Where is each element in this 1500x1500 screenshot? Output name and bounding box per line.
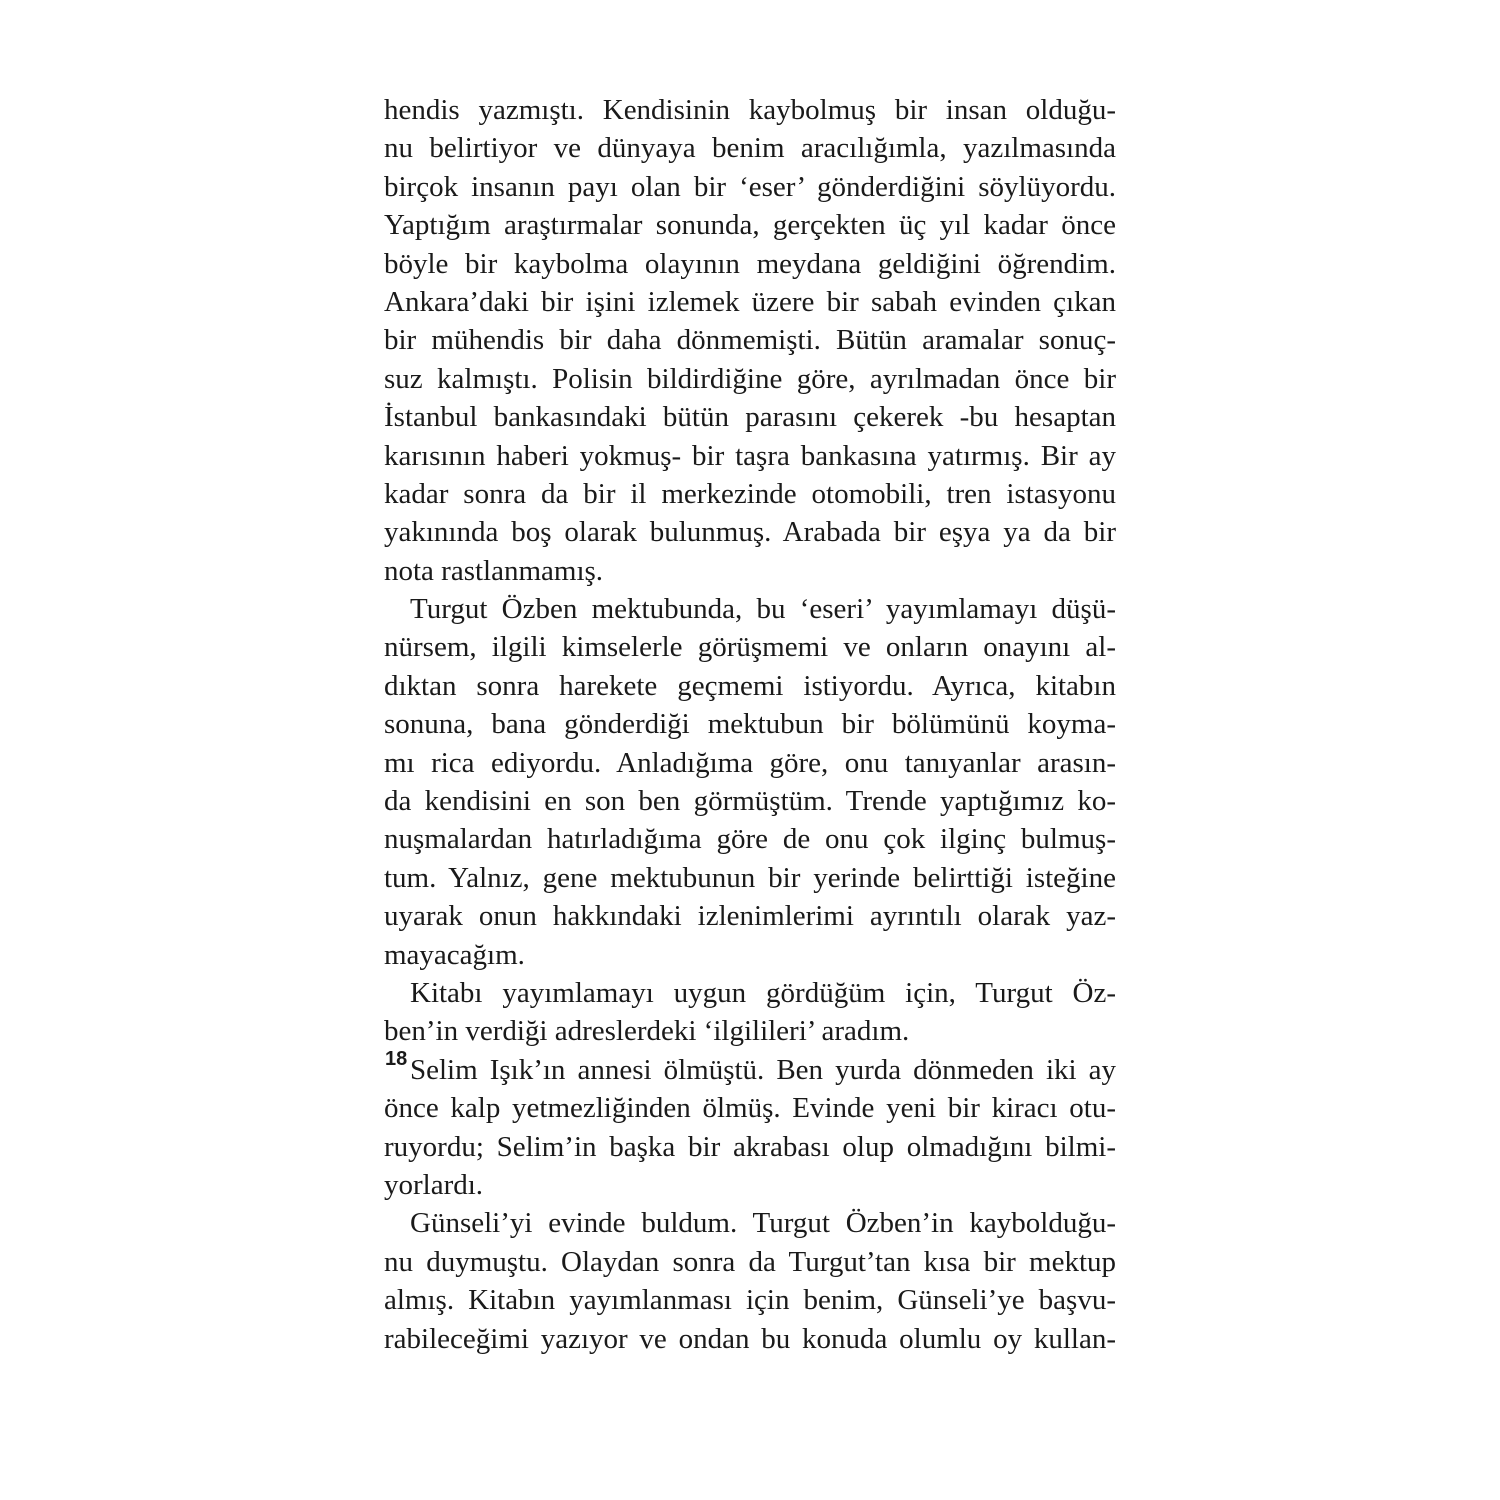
text-line: nota rastlanmamış. [384, 554, 604, 587]
page-number: 18 [385, 1048, 408, 1070]
text-line: rabileceğimi yazıyor ve ondan bu konuda olumlu oy kullan- [384, 1322, 1116, 1355]
text-line: hendis yazmıştı. Kendisinin kaybolmuş bir insan olduğu- [384, 94, 1116, 126]
text-line: mı rica ediyordu. Anladığıma göre, onu tanıyanlar arasın- [384, 746, 1116, 779]
text-line: almış. Kitabın yayımlanması için benim, Günseli’ye başvu- [384, 1284, 1116, 1317]
text-line: ben’in verdiği adreslerdeki ‘ilgilileri’ aradım. [384, 1015, 910, 1048]
text-line: nürsem, ilgili kimselerle görüşmemi ve onların onayını al- [384, 631, 1116, 664]
text-line: İstanbul bankasındaki bütün parasını çekerek -bu hesaptan [384, 401, 1116, 434]
text-line: önce kalp yetmezliğinden ölmüş. Evinde yeni bir kiracı otu- [384, 1092, 1116, 1125]
text-line: da kendisini en son ben görmüştüm. Trende yaptığımız ko- [384, 785, 1116, 818]
text-line: suz kalmıştı. Polisin bildirdiğine göre, ayrılmadan önce bir [384, 362, 1116, 395]
text-line: mayacağım. [384, 938, 525, 971]
text-line: yakınında boş olarak bulunmuş. Arabada bir eşya ya da bir [384, 516, 1116, 549]
text-line: nuşmalardan hatırladığıma göre de onu çok ilginç bulmuş- [384, 823, 1116, 856]
text-line: tum. Yalnız, gene mektubunun bir yerinde belirttiği isteğine [384, 861, 1116, 894]
text-line: birçok insanın payı olan bir ‘eser’ gönderdiğini söylüyordu. [384, 170, 1116, 203]
text-line: uyarak onun hakkındaki izlenimlerimi ayrıntılı olarak yaz- [384, 900, 1116, 933]
text-line: Yaptığım araştırmalar sonunda, gerçekten üç yıl kadar önce [384, 209, 1116, 242]
text-line: Kitabı yayımlamayı uygun gördüğüm için, Turgut Öz- [410, 976, 1116, 1009]
body-text [384, 91, 1116, 1358]
text-line: bir mühendis bir daha dönmemişti. Bütün aramalar sonuç- [384, 324, 1116, 357]
text-line: sonuna, bana gönderdiği mektubun bir bölümünü koyma- [384, 708, 1116, 741]
text-line: Turgut Özben mektubunda, bu ‘eseri’ yayımlamayı düşü- [410, 593, 1116, 626]
text-line: yorlardı. [384, 1168, 484, 1201]
text-line: nu duymuştu. Olaydan sonra da Turgut’tan kısa bir mektup [384, 1245, 1116, 1278]
text-line: Günseli’yi evinde buldum. Turgut Özben’in kaybolduğu- [410, 1207, 1116, 1240]
text-line: kadar sonra da bir il merkezinde otomobili, tren istasyonu [384, 477, 1116, 510]
text-line: Selim Işık’ın annesi ölmüştü. Ben yurda dönmeden iki ay [410, 1053, 1116, 1086]
text-line: ruyordu; Selim’in başka bir akrabası olup olmadığını bilmi- [384, 1130, 1116, 1163]
text-line: Ankara’daki bir işini izlemek üzere bir sabah evinden çıkan [384, 285, 1116, 318]
text-line: dıktan sonra harekete geçmemi istiyordu. Ayrıca, kitabın [384, 669, 1116, 702]
text-line: böyle bir kaybolma olayının meydana geldiğini öğrendim. [384, 247, 1116, 280]
text-line: karısının haberi yokmuş- bir taşra bankasına yatırmış. Bir ay [384, 439, 1116, 472]
text-line: nu belirtiyor ve dünyaya benim aracılığımla, yazılmasında [384, 132, 1116, 165]
